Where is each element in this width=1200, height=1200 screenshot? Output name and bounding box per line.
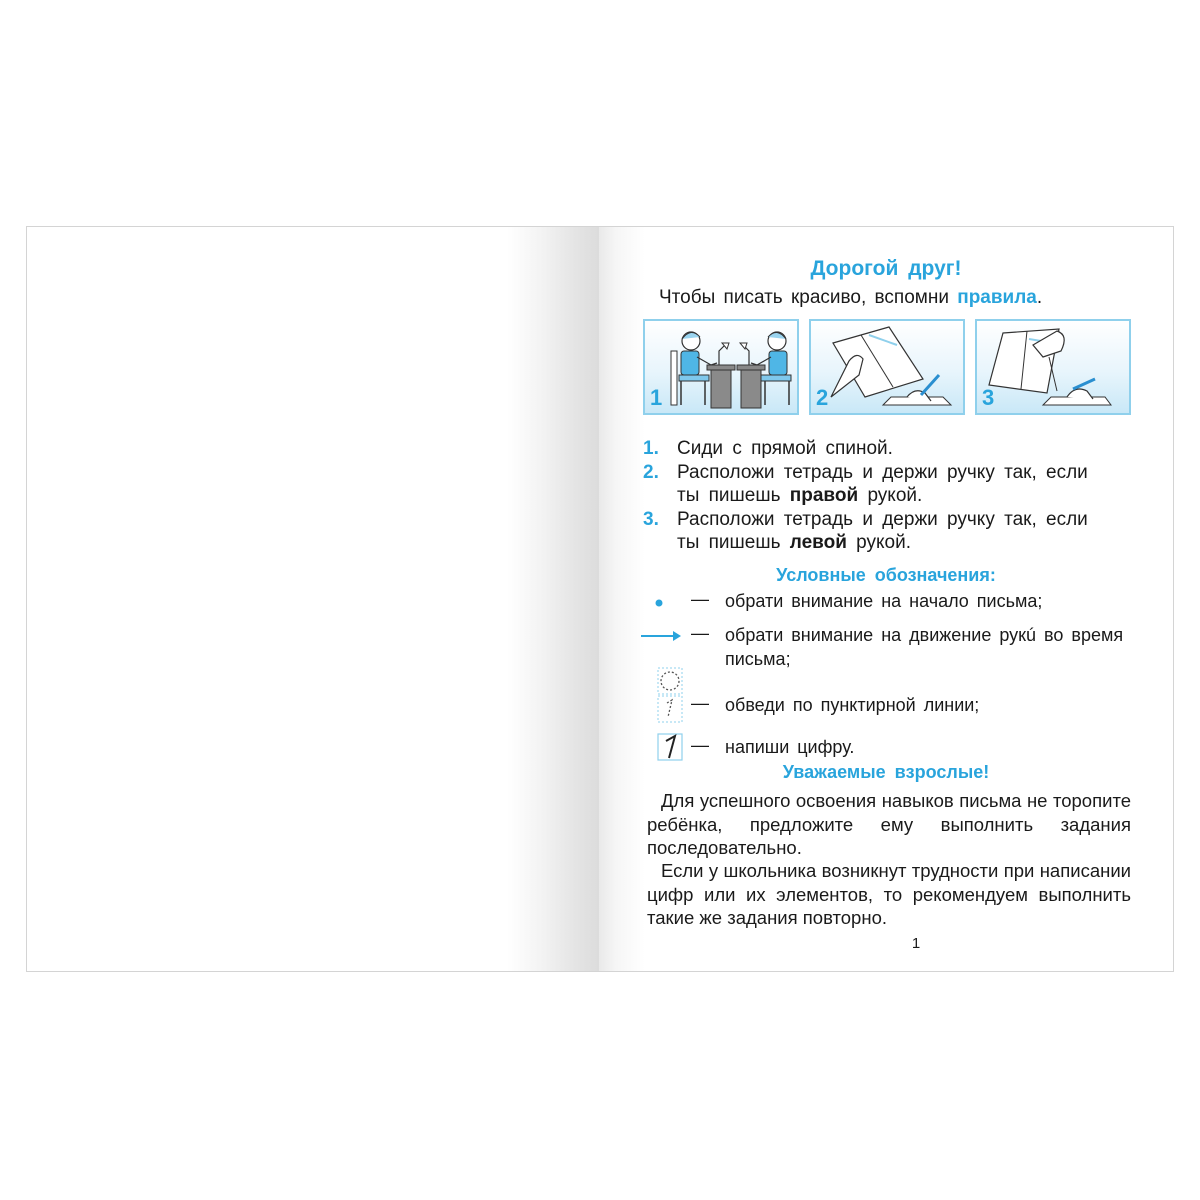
intro-line [659,287,1042,309]
legend-text: обведи по пунктирной линии; [725,695,980,715]
intro-period: . [1036,287,1043,308]
rule-text-end: рукой. [856,532,912,553]
rules-list [643,437,1113,555]
rule-text: Сиди с прямой спиной. [677,438,893,459]
right-hand-writing-icon [811,321,963,413]
left-page [27,227,599,971]
illustration-number: 2 [816,385,829,410]
illustration-right-hand [809,319,965,415]
write-digit-icon [649,733,693,761]
legend-dash: — [691,735,709,755]
rule-number: 3. [643,508,659,530]
rule-text-end: рукой. [867,485,923,506]
rule-text: Расположи тетрадь и держи ручку так, если ты пишешь [677,461,1088,506]
rule-item [643,461,1113,508]
adults-paragraph-1: Для успешного освоения навыков письма не торопите ребёнка, предложите ему выполнить задания последовательно. [647,790,1131,858]
page-number: 1 [911,935,921,952]
legend-dash: — [691,589,709,609]
rule-text: Расположи тетрадь и держи ручку так, если ты пишешь [677,508,1088,553]
rule-item [643,437,1113,461]
intro-highlight: правила [957,287,1037,308]
intro-text: Чтобы писать красиво, вспомни [659,287,949,308]
legend-text: обрати внимание на движение рукú во время письма; [725,625,1124,669]
rule-number: 2. [643,461,659,483]
legend-dash: — [691,623,709,643]
legend-text: обрати внимание на начало письма; [725,591,1043,611]
dotted-trace-icon [649,667,693,723]
illustration-left-hand [975,319,1131,415]
illustration-posture [643,319,799,415]
open-book [26,226,1174,972]
legend-text: напиши цифру. [725,737,855,757]
illustration-number: 1 [650,385,663,410]
legend-dash: — [691,693,709,713]
children-at-desks-icon [645,321,797,413]
adults-title: Уважаемые взрослые! [782,762,990,782]
left-hand-writing-icon [977,321,1129,413]
arrow-icon [639,629,683,643]
rule-emphasis: левой [789,532,847,553]
rule-emphasis: правой [789,485,859,506]
page-title: Дорогой друг! [810,257,962,280]
rule-item [643,508,1113,555]
right-page [599,227,1173,971]
dot-icon [639,595,683,611]
illustration-number: 3 [982,385,995,410]
adults-paragraph-2: Если у школьника возникнут трудности при написании цифр или их элементов, то рекомендуем выполнить такие же задания повторно. [647,860,1131,928]
rule-number: 1. [643,438,659,459]
legend-title: Условные обозначения: [776,565,996,585]
illustrations [643,319,1133,417]
